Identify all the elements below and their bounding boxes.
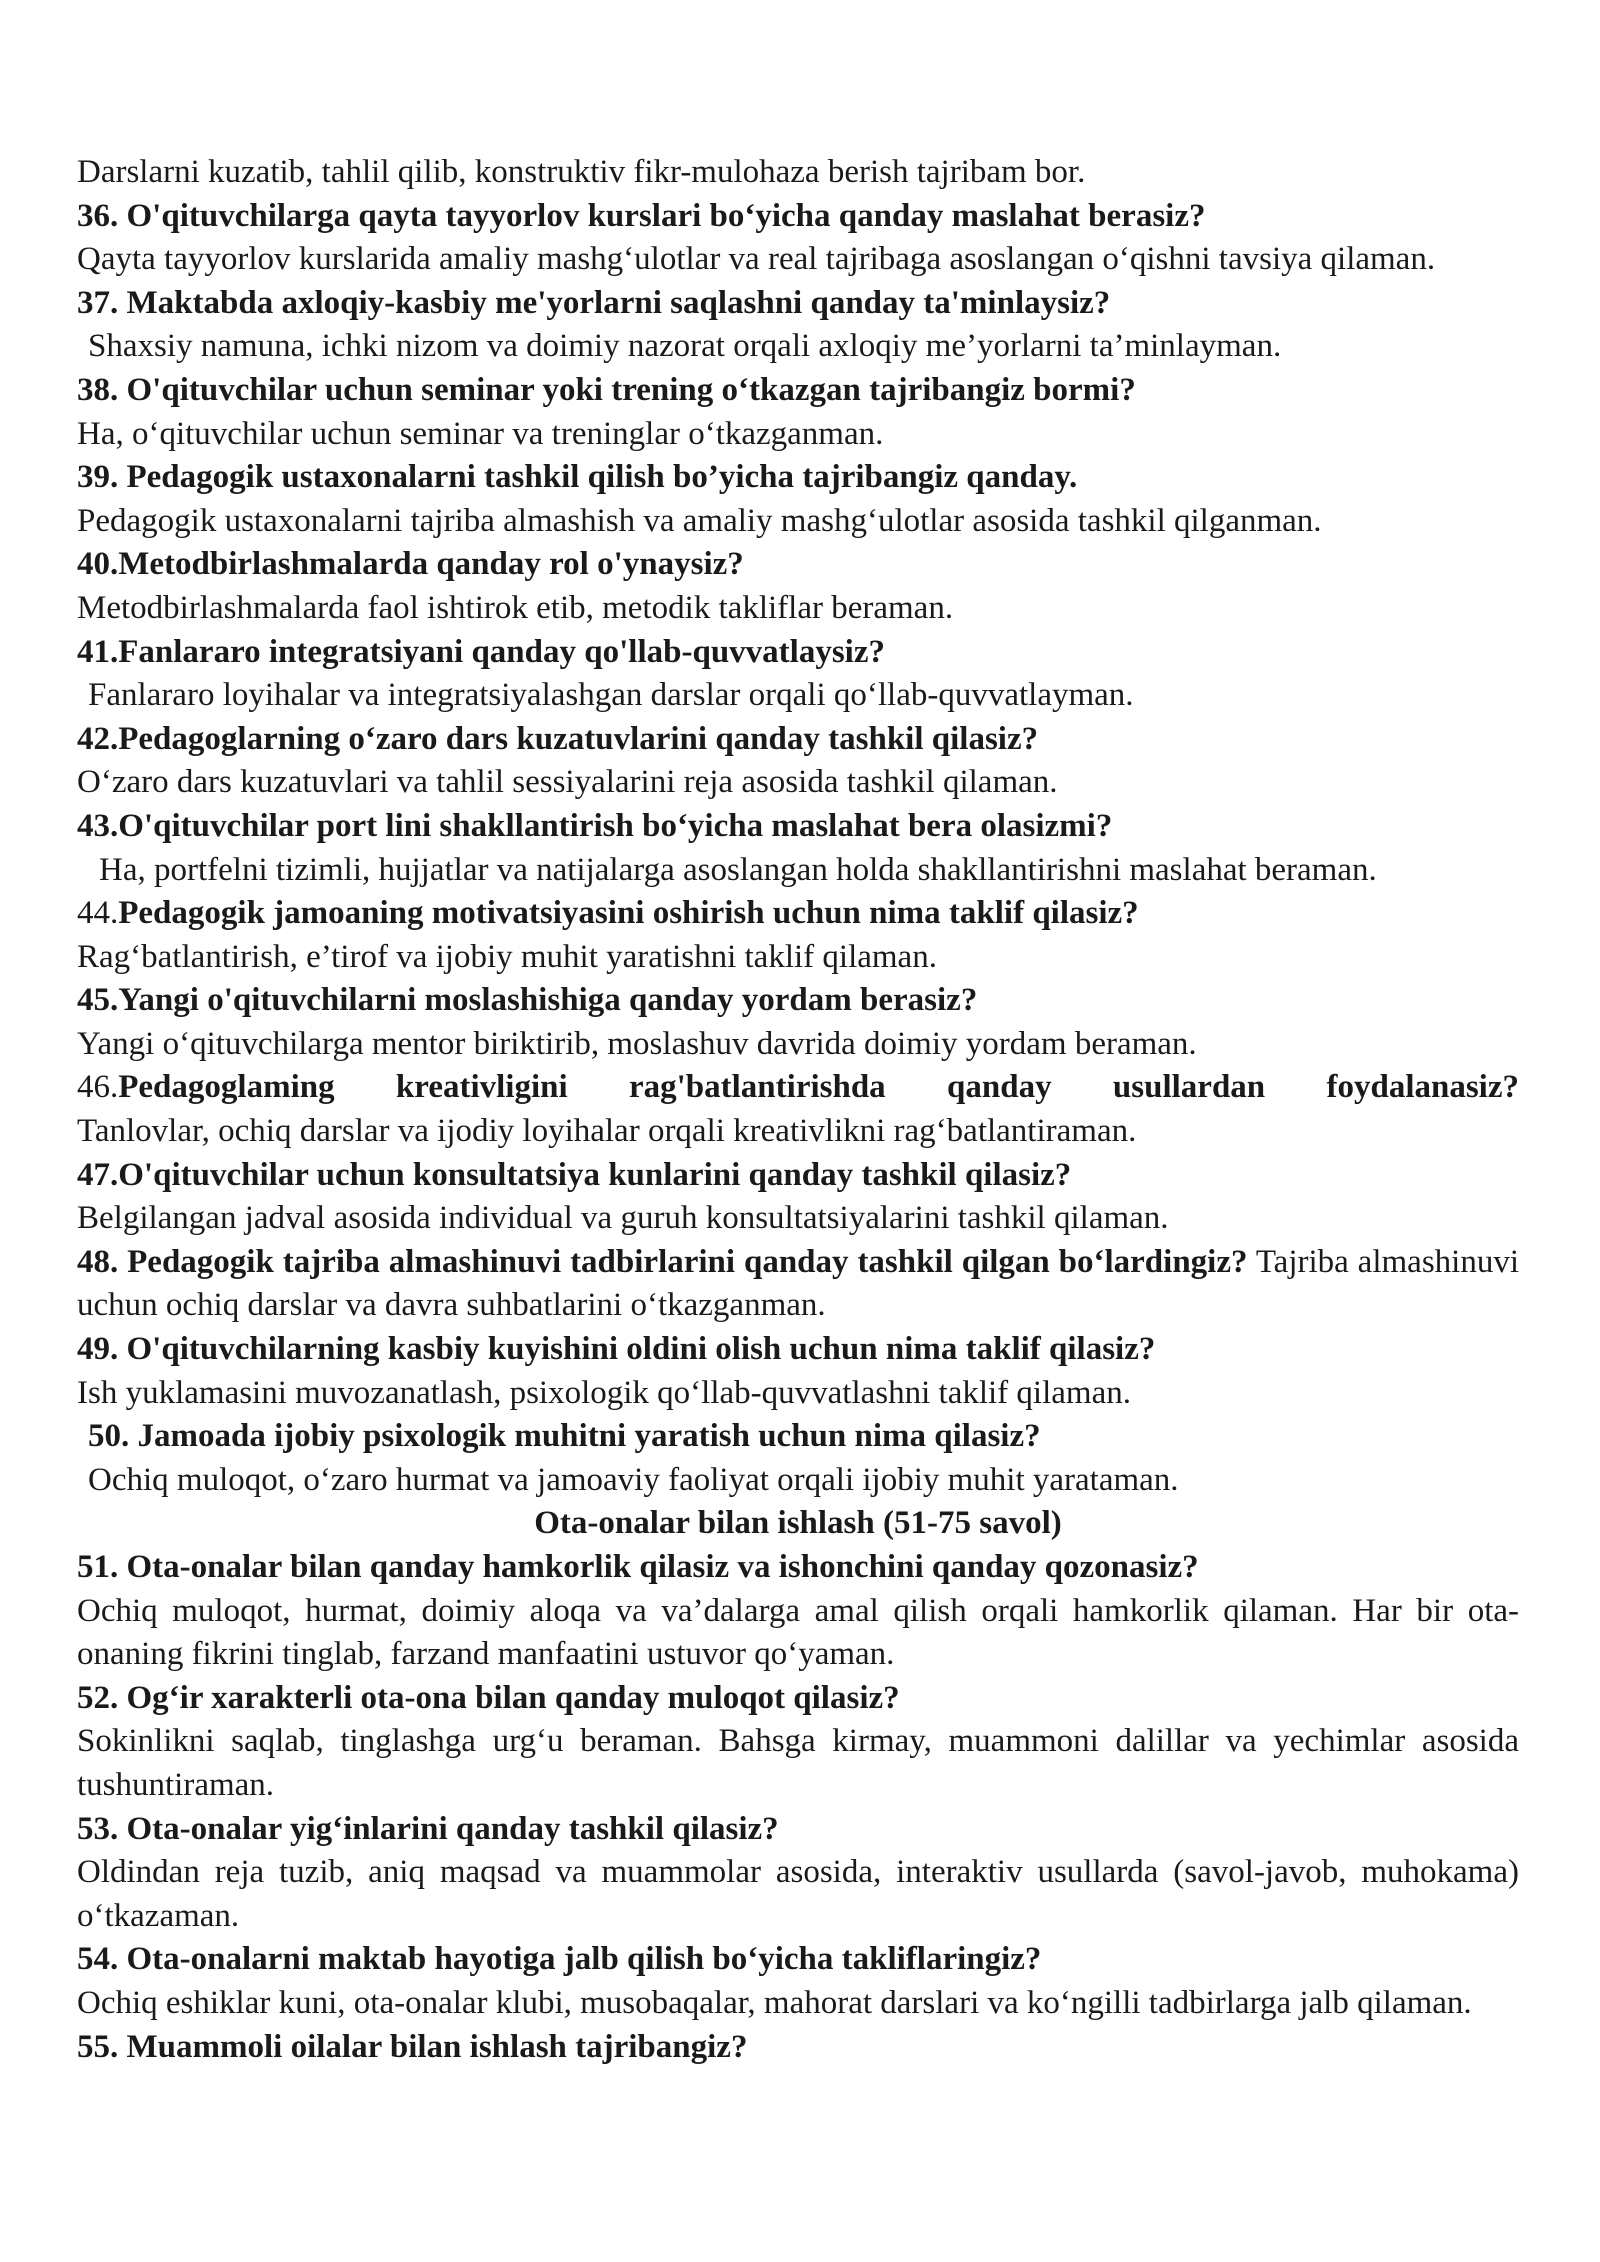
question-40: 40.Metodbirlashmalarda qanday rol o'ynaysiz? [77,546,744,583]
answer-45: Yangi o‘qituvchilarga mentor biriktirib, moslashuv davrida doimiy yordam beraman. [77,1025,1197,1062]
answer-36: Qayta tayyorlov kurslarida amaliy mashg‘ulotlar va real tajribaga asoslangan o‘qishni tavsiya qilaman. [77,241,1436,278]
question-41: 41.Fanlararo integratsiyani qanday qo'llab-quvvatlaysiz? [77,633,885,670]
question-37: 37. Maktabda axloqiy-kasbiy me'yorlarni saqlashni qanday ta'minlaysiz? [77,284,1111,321]
answer-53: Oldindan reja tuzib, aniq maqsad va muammolar asosida, interaktiv usullarda (savol-javob, muhokama) o‘tkazaman. [77,1854,1519,1934]
question-46-number: 46. [77,1069,119,1106]
answer-51: Ochiq muloqot, hurmat, doimiy aloqa va va’dalarga amal qilish orqali hamkorlik qilaman. Har bir ota-onaning fikrini tinglab, farzand manfaatini ustuvor qo‘yaman. [77,1592,1519,1673]
question-36: 36. O'qituvchilarga qayta tayyorlov kurslari bo‘yicha qanday maslahat berasiz? [77,197,1206,234]
answer-39: Pedagogik ustaxonalarni tajriba almashish va amaliy mashg‘ulotlar asosida tashkil qilganman. [77,502,1322,539]
answer-41: Fanlararo loyihalar va integratsiyalashgan darslar orqali qo‘llab-quvvatlayman. [88,677,1134,714]
answer-46: Tanlovlar, ochiq darslar va ijodiy loyihalar orqali kreativlikni rag‘batlantiraman. [77,1113,1137,1150]
document-page [77,151,1519,2069]
answer-54: Ochiq eshiklar kuni, ota-onalar klubi, musobaqalar, mahorat darslari va ko‘ngilli tadbirlarga jalb qilaman. [77,1984,1472,2021]
question-46 [77,1066,1519,1110]
section-heading: Ota-onalar bilan ishlash (51-75 savol) [534,1505,1062,1542]
question-55: 55. Muammoli oilalar bilan ishlash tajribangiz? [77,2028,748,2065]
question-43: 43.O'qituvchilar port lini shakllantirish bo‘yicha maslahat bera olasizmi? [77,807,1113,844]
question-44 [77,892,1519,936]
answer-50: Ochiq muloqot, o‘zaro hurmat va jamoaviy faoliyat orqali ijobiy muhit yarataman. [88,1461,1179,1498]
answer-38: Ha, o‘qituvchilar uchun seminar va treninglar o‘tkazganman. [77,415,884,452]
answer-49: Ish yuklamasini muvozanatlash, psixologik qo‘llab-quvvatlashni taklif qilaman. [77,1374,1131,1411]
question-47: 47.O'qituvchilar uchun konsultatsiya kunlarini qanday tashkil qilasiz? [77,1156,1072,1193]
question-46-text: Pedagoglaming kreativligini rag'batlantirishda qanday usullardan foydalanasiz? [118,1069,1519,1106]
question-38: 38. O'qituvchilar uchun seminar yoki trening o‘tkazgan tajribangiz bormi? [77,371,1136,408]
qa-48 [77,1241,1519,1328]
answer-37: Shaxsiy namuna, ichki nizom va doimiy nazorat orqali axloqiy me’yorlarni ta’minlayman. [88,328,1282,365]
answer-47: Belgilangan jadval asosida individual va guruh konsultatsiyalarini tashkil qilaman. [77,1200,1169,1237]
question-44-text: Pedagogik jamoaning motivatsiyasini oshirish uchun nima taklif qilasiz? [118,895,1139,932]
question-54: 54. Ota-onalarni maktab hayotiga jalb qilish bo‘yicha takliflaringiz? [77,1941,1042,1978]
answer-text: Darslarni kuzatib, tahlil qilib, konstruktiv fikr-mulohaza berish tajribam bor. [77,154,1086,190]
answer-43 [77,849,1519,893]
question-53: 53. Ota-onalar yig‘inlarini qanday tashkil qilasiz? [77,1810,779,1847]
answer-43-text: Ha, portfelni tizimli, hujjatlar va natijalarga asoslangan holda shakllantirishni maslahat beraman. [99,851,1377,888]
question-48: 48. Pedagogik tajriba almashinuvi tadbirlarini qanday tashkil qilgan bo‘lardingiz? [77,1243,1248,1280]
answer-52: Sokinlikni saqlab, tinglashga urg‘u beraman. Bahsga kirmay, muammoni dalillar va yechimlar asosida tushuntiraman. [77,1723,1519,1803]
question-49: 49. O'qituvchilarning kasbiy kuyishini oldini olish uchun nima taklif qilasiz? [77,1331,1156,1368]
answer-44: Rag‘batlantirish, e’tirof va ijobiy muhit yaratishni taklif qilaman. [77,938,937,975]
question-45: 45.Yangi o'qituvchilarni moslashishiga qanday yordam berasiz? [77,982,978,1019]
answer-42: O‘zaro dars kuzatuvlari va tahlil sessiyalarini reja asosida tashkil qilaman. [77,764,1058,801]
answer-48: Tajriba almashinuvi uchun ochiq darslar va davra suhbatlarini o‘tkazganman. [77,1243,1519,1324]
question-39: 39. Pedagogik ustaxonalarni tashkil qilish bo’yicha tajribangiz qanday. [77,459,1078,496]
question-44-number: 44. [77,895,119,932]
answer-40: Metodbirlashmalarda faol ishtirok etib, metodik takliflar beraman. [77,589,954,626]
question-51: 51. Ota-onalar bilan qanday hamkorlik qilasiz va ishonchini qanday qozonasiz? [77,1549,1199,1585]
question-50: 50. Jamoada ijobiy psixologik muhitni yaratish uchun nima qilasiz? [88,1418,1041,1455]
question-52: 52. Og‘ir xarakterli ota-ona bilan qanday muloqot qilasiz? [77,1679,900,1716]
question-42: 42.Pedagoglarning o‘zaro dars kuzatuvlarini qanday tashkil qilasiz? [77,720,1039,757]
